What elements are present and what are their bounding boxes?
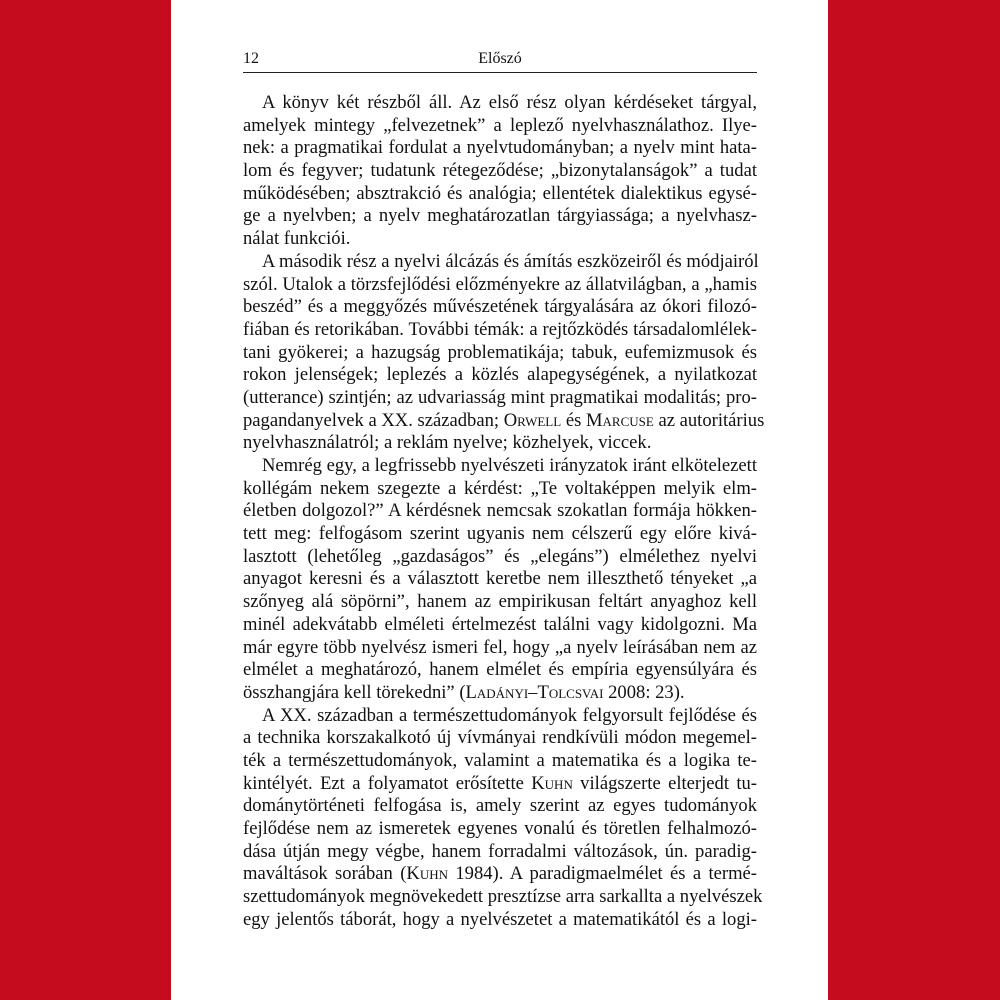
text-line: nyelvhasználatról; a reklám nyelve; közhelyek, viccek.: [243, 432, 652, 454]
text-run: és: [561, 409, 586, 431]
text-run: 2008: 23).: [603, 681, 685, 703]
text-line: fiában és retorikában. További témák: a rejtőzködés társadalomlélek-: [243, 318, 757, 340]
text-line: szól. Utalok a törzsfejlődési előzményekre az állatvilágban, a „hamis: [243, 273, 757, 295]
text-run: kintélyét. Ezt a folyamatot erősítette: [243, 772, 532, 794]
text-line: kollégám nekem szegezte a kérdést: „Te voltaképpen melyik elm-: [243, 477, 757, 499]
text-run: pagandanyelvek a XX. században;: [243, 409, 504, 431]
text-line: A könyv két részből áll. Az első rész olyan kérdéseket tárgyal,: [262, 92, 757, 113]
text-line: fejlődése nem az ismeretek egyenes vonalú és töretlen felhalmozó-: [243, 818, 757, 839]
text-line: lom és fegyver; tudatunk rétegeződése; „bizonytalanságok” a tudat: [243, 160, 757, 182]
text-line: nek: a pragmatikai fordulat a nyelvtudományban; a nyelv mint hata-: [243, 137, 757, 159]
text-line: nálat funkciói.: [243, 228, 351, 250]
text-line: tani gyökerei; a hazugság problematikája; tabuk, eufemizmusok és: [243, 341, 757, 363]
text-line: anyagot keresni és a választott keretbe nem illeszthető tényeket „a: [243, 568, 757, 590]
text-line: [243, 409, 765, 433]
text-line: rokon jelenségek; leplezés a közlés alapegységének, a nyilatkozat: [243, 364, 757, 386]
text-run: világszerte elterjedt tu-: [572, 772, 757, 794]
author-name: Kuhn: [406, 863, 449, 885]
text-run: összhangjára kell törekedni” (: [243, 681, 466, 703]
text-line: egy jelentős táborát, hogy a nyelvészetet a matematikától és a logi-: [243, 908, 757, 930]
text-line: [243, 863, 757, 886]
text-line: tett meg: felfogásom szerint ugyanis nem célszerű egy előre kivá-: [243, 523, 757, 545]
body-text: [243, 92, 765, 931]
text-line: beszéd” és a meggyőzés művészetének tárgyalására az ókori filozó-: [243, 296, 757, 318]
text-line: szőnyeg alá söpörni”, hanem az empirikusan feltárt anyaghoz kell: [243, 591, 757, 613]
text-run: 1984). A paradigmaelmélet és a termé-: [448, 863, 757, 885]
chapter-title: Előszó: [478, 50, 522, 67]
author-name: Orwell: [503, 409, 562, 431]
text-line: szettudományok megnövekedett presztízse arra sarkallta a nyelvészek: [243, 886, 763, 908]
author-name: Kuhn: [531, 772, 573, 794]
author-name: Marcuse: [586, 409, 654, 431]
text-line: [243, 773, 757, 796]
text-line: ge a nyelvben; a nyelv meghatározatlan tárgyiassága; a nyelvhasz-: [243, 205, 757, 227]
text-run: maváltások sorában (: [243, 863, 407, 885]
text-line: lasztott (lehetőleg „gazdaságos” és „elegáns”) elmélethez nyelvi: [243, 545, 757, 567]
text-run: az autoritárius: [653, 409, 765, 431]
page-number: 12: [243, 50, 259, 67]
text-line: ték a természettudományok, valamint a matematika és a logika te-: [243, 749, 757, 771]
text-line: Nemrég egy, a legfrissebb nyelvészeti irányzatok iránt elkötelezett: [262, 455, 757, 476]
author-name: Ladányi–Tolcsvai: [465, 681, 604, 703]
text-line: életben dolgozol?” A kérdésnek nemcsak szokatlan formája hökken-: [243, 500, 757, 522]
text-line: dása útján megy végbe, hanem forradalmi változások, ún. paradig-: [243, 840, 757, 862]
text-line: dománytörténeti felfogása is, amely szerint az egyes tudományok: [243, 795, 757, 817]
text-line: a technika korszakalkotó új vívmányai rendkívüli módon megemel-: [243, 727, 757, 749]
text-line: (utterance) szintjén; az udvariasság mint pragmatikai modalitás; pro-: [243, 386, 757, 408]
text-line: A második rész a nyelvi álcázás és ámítás eszközeiről és módjairól: [262, 250, 759, 272]
text-line: elmélet a meghatározó, hanem elmélet és empíria egyensúlyára és: [243, 659, 757, 681]
text-line: [243, 682, 757, 705]
text-line: minél adekvátabb elméleti értelmezést találni vagy kidolgozni. Ma: [243, 613, 757, 635]
text-line: A XX. században a természettudományok felgyorsult fejlődése és: [262, 704, 757, 726]
book-page: [171, 0, 828, 1000]
text-line: amelyek mintegy „felvezetnek” a leplező nyelvhasználathoz. Ilye-: [243, 114, 757, 136]
running-header: [243, 48, 757, 73]
text-line: már egyre több nyelvész ismeri fel, hogy „a nyelv leírásában nem az: [243, 636, 757, 658]
text-line: működésében; absztrakció és analógia; ellentétek dialektikus egysé-: [243, 182, 757, 204]
